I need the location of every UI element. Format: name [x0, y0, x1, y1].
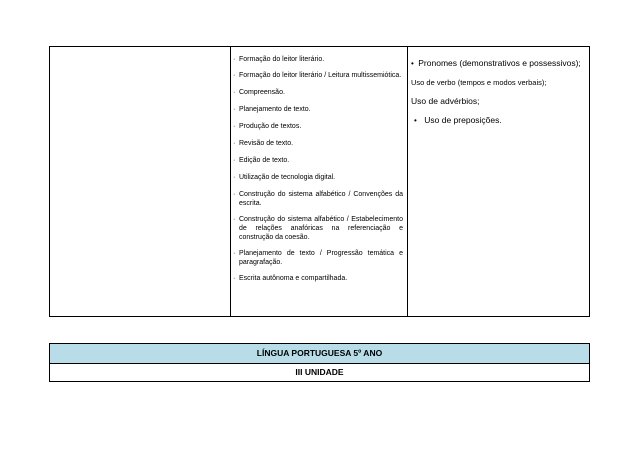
list-item: · Compreensão. [233, 89, 285, 96]
list-item: · Formação do leitor literário. [233, 56, 325, 63]
column-empty [50, 47, 231, 316]
list-item: · Revisão de texto. [233, 140, 294, 147]
list-item: · Edição de texto. [233, 157, 290, 164]
unit-title: III UNIDADE [295, 367, 344, 377]
list-item: · Formação do leitor literário / Leitura multissemiótica. [233, 72, 402, 79]
list-item: • Pronomes (demonstrativos e possessivos); [411, 58, 581, 68]
list-item: · Construção do sistema alfabético / Convenções da escrita. [233, 191, 403, 207]
list-item: · Produção de textos. [233, 123, 302, 130]
list-item: · Construção do sistema alfabético / Estabelecimento de relações anafóricas na referenciação e construção da coesão. [233, 216, 403, 241]
list-item: Uso de advérbios; [411, 96, 480, 106]
column-grammar [407, 47, 589, 316]
column-practices [230, 47, 408, 316]
grade-table [49, 343, 590, 382]
list-item: • Uso de preposições. [414, 115, 502, 125]
list-item: · Planejamento de texto. [233, 106, 311, 113]
list-item: · Escrita autônoma e compartilhada. [233, 275, 348, 282]
list-item: · Planejamento de texto / Progressão temática e paragrafação. [233, 250, 403, 266]
list-item: Uso de verbo (tempos e modos verbais); [411, 78, 547, 87]
list-item: · Utilização de tecnologia digital. [233, 174, 336, 181]
content-table [49, 46, 590, 317]
grade-header: LÍNGUA PORTUGUESA 5º ANO [50, 344, 589, 364]
practices-list [233, 55, 403, 283]
grammar-list [411, 53, 585, 128]
